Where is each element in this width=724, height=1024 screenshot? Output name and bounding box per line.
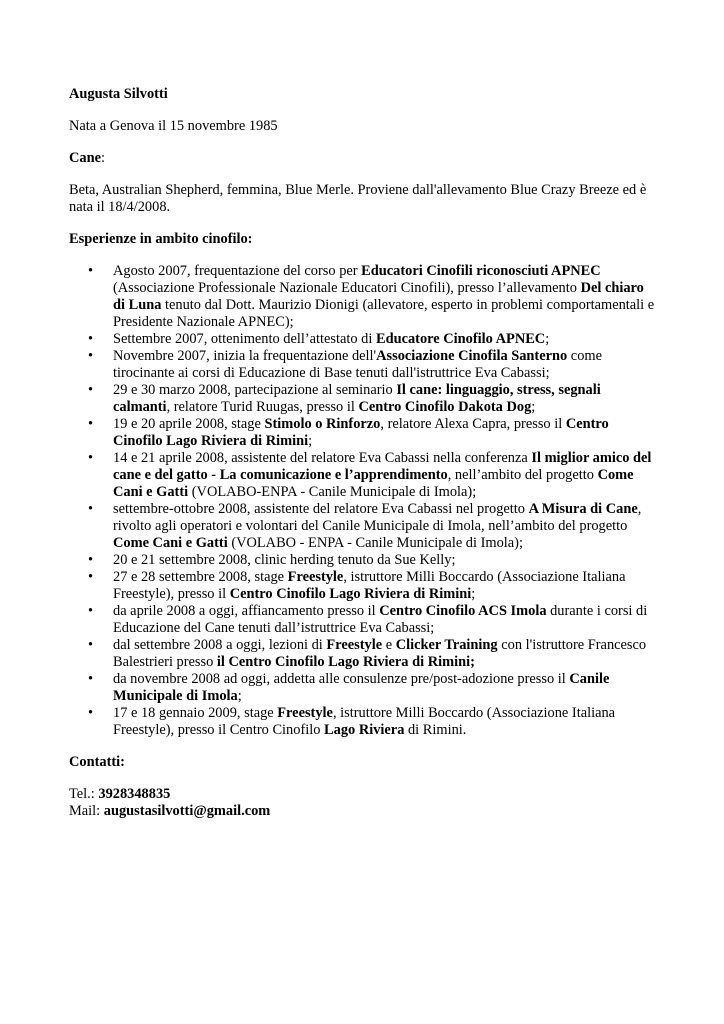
experience-item-text: durante i corsi di Educazione del Cane tenuti dall’istruttrice Eva Cabassi; [113, 603, 648, 636]
phone-number: 3928348835 [98, 786, 171, 802]
experience-item [69, 603, 659, 637]
experience-item-text: (VOLABO-ENPA - Canile Municipale di Imola); [188, 484, 477, 500]
person-name: Augusta Silvotti [69, 86, 168, 102]
experience-item-bold-text: Clicker Training [395, 637, 498, 653]
experience-item-bold-text: Freestyle [277, 705, 333, 721]
experience-item [69, 331, 659, 348]
birth-info: Nata a Genova il 15 novembre 1985 [69, 118, 278, 134]
experience-item [69, 501, 659, 552]
experience-item-text: , istruttore Milli Boccardo (Associazione Italiana Freestyle), presso il [113, 569, 626, 602]
experience-item [69, 705, 659, 739]
experience-item-bold-text: Come Cani e Gatti [113, 535, 228, 551]
experience-item-text: Agosto 2007, frequentazione del corso per [113, 263, 362, 279]
experience-item-text: da novembre 2008 ad oggi, addetta alle consulenze pre/post-adozione presso il [113, 671, 570, 687]
experience-item-bold-text: Stimolo o Rinforzo [264, 416, 381, 432]
experience-item [69, 637, 659, 671]
experience-item-text: ; [471, 586, 476, 602]
experience-item-text: 27 e 28 settembre 2008, stage [113, 569, 288, 585]
experience-item-text: ; [545, 331, 550, 347]
experience-item [69, 348, 659, 382]
experience-item-bold-text: Freestyle [326, 637, 383, 653]
experience-item [69, 671, 659, 705]
experience-item-text: di Rimini. [404, 722, 467, 738]
experience-item-bold-text: Centro Cinofilo Dakota Dog [358, 399, 532, 415]
experience-item-bold-text: Del chiaro di Luna [113, 280, 644, 313]
experience-heading: Esperienze in ambito cinofilo: [69, 231, 253, 247]
experience-item-text: 20 e 21 settembre 2008, clinic herding tenuto da Sue Kelly; [113, 552, 456, 568]
experience-item-bold-text: Come Cani e Gatti [113, 467, 634, 500]
experience-item-bold-text: Canile Municipale di Imola [113, 671, 610, 704]
experience-item-bold-text: Educatori Cinofili riconosciuti APNEC [361, 263, 601, 279]
experience-item-bold-text: Freestyle [287, 569, 344, 585]
experience-item [69, 416, 659, 450]
email-label: Mail: [69, 803, 104, 819]
experience-item-text: come tirocinante ai corsi di Educazione di Base tenuti dall'istruttrice Eva Cabassi; [113, 348, 602, 381]
experience-item-text: 19 e 20 aprile 2008, stage [113, 416, 265, 432]
experience-item-text: , relatore Turid Ruugas, presso il [166, 399, 359, 415]
experience-item-text: (VOLABO - ENPA - Canile Municipale di Imola); [227, 535, 523, 551]
experience-item [69, 382, 659, 416]
experience-item-text: 29 e 30 marzo 2008, partecipazione al seminario [113, 382, 397, 398]
experience-item [69, 552, 659, 569]
experience-item-bold-text: Centro Cinofilo ACS Imola [379, 603, 547, 619]
experience-item-bold-text: Il cane: linguaggio, stress, segnali calmanti [113, 382, 601, 415]
experience-item-bold-text: Associazione Cinofila Santerno [376, 348, 568, 364]
experience-item-text: 14 e 21 aprile 2008, assistente del relatore Eva Cabassi nella conferenza [113, 450, 532, 466]
dog-heading-line [69, 150, 659, 167]
experience-item-bold-text: Centro Cinofilo Lago Riviera di Rimini [229, 586, 472, 602]
contacts-heading: Contatti: [69, 754, 125, 770]
experience-item-text: (Associazione Professionale Nazionale Educatori Cinofili), presso l’allevamento [113, 280, 581, 296]
experience-item-text: da aprile 2008 a oggi, affiancamento presso il [113, 603, 380, 619]
experience-item-text: Settembre 2007, ottenimento dell’attestato di [113, 331, 376, 347]
experience-item-text: e [382, 637, 396, 653]
dog-heading: Cane [69, 150, 101, 166]
experience-item-text: tenuto dal Dott. Maurizio Dionigi (allevatore, esperto in problemi comportamentali e Presidente Nazionale APNEC); [113, 297, 655, 330]
experience-item-text: , relatore Alexa Capra, presso il [380, 416, 566, 432]
email-line [69, 803, 659, 820]
experience-item-text: con l'istruttore Francesco Balestrieri presso [113, 637, 647, 670]
experience-item-text: dal settembre 2008 a oggi, lezioni di [113, 637, 327, 653]
experience-item [69, 263, 659, 331]
experience-item-bold-text: A Misura di Cane [528, 501, 638, 517]
experience-item-bold-text: Centro Cinofilo Lago Riviera di Rimini [113, 416, 609, 449]
experience-item-text: ; [237, 688, 242, 704]
experience-item-text: Novembre 2007, inizia la frequentazione dell' [113, 348, 377, 364]
experience-item-text: , istruttore Milli Boccardo (Associazione Italiana Freestyle), presso il Centro Cinofilo [113, 705, 616, 738]
phone-line [69, 786, 659, 803]
experience-list [69, 263, 659, 739]
document-page [69, 86, 659, 820]
experience-item-text: 17 e 18 gennaio 2009, stage [113, 705, 278, 721]
experience-item [69, 450, 659, 501]
experience-item [69, 569, 659, 603]
experience-item-bold-text: il Centro Cinofilo Lago Riviera di Rimini; [216, 654, 475, 670]
email-address: augustasilvotti@gmail.com [103, 803, 271, 819]
experience-item-text: settembre-ottobre 2008, assistente del relatore Eva Cabassi nel progetto [113, 501, 529, 517]
dog-heading-colon: : [100, 150, 105, 166]
experience-item-text: , nell’ambito del progetto [447, 467, 598, 483]
experience-item-bold-text: Il miglior amico del cane e del gatto - La comunicazione e l’apprendimento [113, 450, 652, 483]
experience-item-text: ; [531, 399, 536, 415]
experience-item-bold-text: Educatore Cinofilo APNEC [375, 331, 546, 347]
dog-description: Beta, Australian Shepherd, femmina, Blue Merle. Proviene dall'allevamento Blue Crazy Breeze ed è nata il 18/4/2008. [69, 182, 647, 215]
phone-label: Tel.: [69, 786, 99, 802]
experience-item-text: ; [308, 433, 313, 449]
experience-item-bold-text: Lago Riviera [324, 722, 405, 738]
experience-item-text: , rivolto agli operatori e volontari del Canile Municipale di Imola, nell’ambito del progetto [113, 501, 642, 534]
